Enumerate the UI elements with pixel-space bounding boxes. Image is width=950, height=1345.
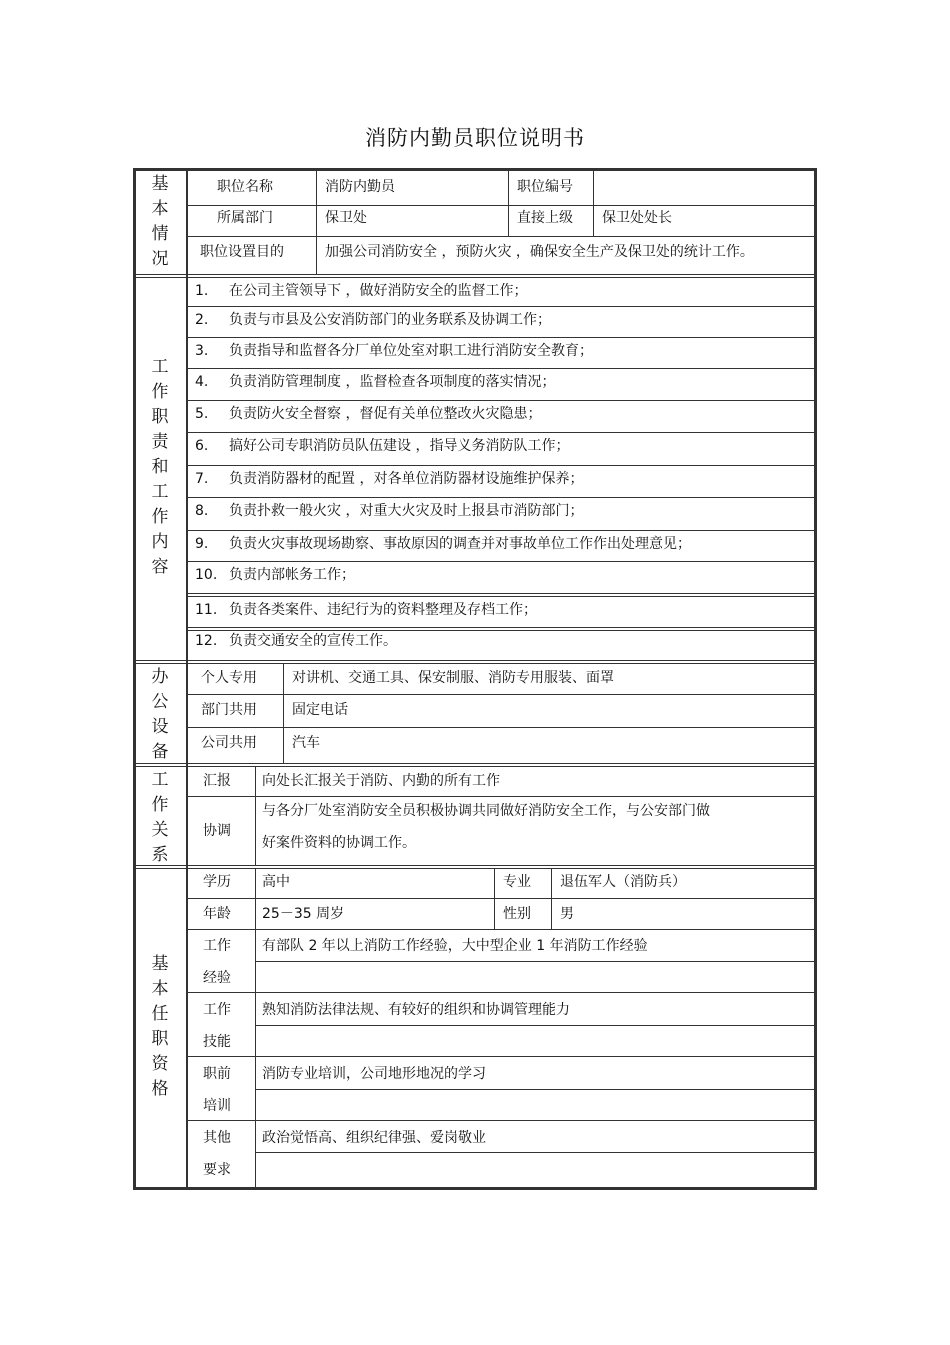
equipment-type: 个人专用	[201, 670, 257, 686]
section-divider	[136, 766, 814, 767]
skills-value: 熟知消防法律法规、有较好的组织和协调管理能力	[262, 1002, 570, 1018]
report-value: 向处长汇报关于消防、内勤的所有工作	[262, 773, 500, 789]
equipment-type: 部门共用	[201, 702, 257, 718]
section-qualifications-label-char: 任	[151, 1004, 169, 1024]
training-label-2: 培训	[203, 1098, 231, 1114]
section-divider	[136, 660, 814, 661]
section-equipment-label	[136, 665, 184, 765]
purpose-value: 加强公司消防安全 ，预防火灾 ，确保安全生产及保卫处的统计工作。	[325, 244, 754, 260]
row-line	[186, 796, 814, 797]
education-label: 学历	[203, 874, 231, 890]
section-equipment-label-char: 备	[151, 742, 169, 762]
experience-value: 有部队 2 年以上消防工作经验，大中型企业 1 年消防工作经验	[262, 938, 648, 954]
duty-number: 7.	[195, 471, 209, 487]
duty-text: 负责内部帐务工作；	[229, 567, 355, 583]
superior-label: 直接上级	[517, 210, 573, 226]
duty-number: 1.	[195, 283, 209, 299]
row-line	[186, 205, 814, 206]
col-line	[283, 663, 284, 763]
experience-label-1: 工作	[203, 938, 231, 954]
equipment-type: 公司共用	[201, 735, 257, 751]
section-qualifications-label-char: 格	[151, 1079, 169, 1099]
row-line	[186, 236, 814, 237]
duty-row-line	[186, 593, 814, 594]
section-basic-label-char: 本	[151, 199, 169, 219]
duty-text: 在公司主管领导下 ，做好消防安全的监督工作；	[229, 283, 528, 299]
col-line	[316, 236, 317, 274]
equipment-items: 对讲机、交通工具、保安制服、消防专用服装、面罩	[292, 670, 614, 686]
section-duties-label-char: 工	[151, 482, 169, 502]
department-label: 所属部门	[217, 210, 273, 226]
row-subline	[255, 1152, 814, 1153]
section-divider	[136, 274, 814, 275]
coordinate-line-2: 好案件资料的协调工作。	[262, 835, 416, 851]
row-subline	[255, 1025, 814, 1026]
row-line	[186, 727, 814, 728]
col-line	[551, 868, 552, 929]
section-relations-label-char: 系	[151, 845, 169, 865]
section-duties-label	[136, 355, 184, 580]
duty-number: 4.	[195, 374, 209, 390]
duty-text: 负责各类案件、违纪行为的资料整理及存档工作；	[229, 602, 537, 618]
duty-row-line	[186, 465, 814, 466]
duty-row-line	[186, 368, 814, 369]
position-name-value: 消防内勤员	[325, 179, 395, 195]
duty-number: 10.	[195, 567, 218, 583]
duty-row-line	[186, 432, 814, 433]
duty-number: 8.	[195, 503, 209, 519]
section-duties-label-char: 工	[151, 357, 169, 377]
section-qualifications-label-char: 职	[151, 1029, 169, 1049]
gender-label: 性别	[503, 906, 531, 922]
section-equipment-label-char: 设	[151, 717, 169, 737]
purpose-label: 职位设置目的	[200, 244, 284, 260]
col-line	[508, 171, 509, 236]
duty-row-line	[186, 497, 814, 498]
section-duties-label-char: 容	[151, 557, 169, 577]
row-line	[186, 992, 814, 993]
section-divider	[136, 868, 814, 869]
section-duties-label-char: 职	[151, 407, 169, 427]
duty-number: 3.	[195, 343, 209, 359]
duty-text: 负责防火安全督察 ，督促有关单位整改火灾隐患；	[229, 406, 542, 422]
duty-text: 负责交通安全的宣传工作。	[229, 633, 397, 649]
duty-number: 6.	[195, 438, 209, 454]
section-duties-label-char: 和	[151, 457, 169, 477]
section-equipment-label-char: 公	[151, 692, 169, 712]
section-basic-label-char: 基	[151, 174, 169, 194]
section-divider	[136, 865, 814, 866]
col-line	[316, 171, 317, 236]
section-basic-label	[136, 172, 184, 272]
major-value: 退伍军人（消防兵）	[560, 874, 686, 890]
training-label-1: 职前	[203, 1066, 231, 1082]
duty-number: 2.	[195, 312, 209, 328]
duty-text: 搞好公司专职消防员队伍建设 ，指导义务消防队工作；	[229, 438, 570, 454]
duty-row-line	[186, 596, 814, 597]
duty-text: 负责指导和监督各分厂单位处室对职工进行消防安全教育；	[229, 343, 593, 359]
row-line	[186, 694, 814, 695]
section-basic-label-char: 情	[151, 224, 169, 244]
duty-text: 负责消防器材的配置 ，对各单位消防器材设施维护保养；	[229, 471, 584, 487]
duty-text: 负责火灾事故现场勘察、事故原因的调查并对事故单位工作作出处理意见；	[229, 536, 691, 552]
row-line	[186, 929, 814, 930]
age-label: 年龄	[203, 906, 231, 922]
section-divider	[136, 277, 814, 278]
duty-row-line	[186, 630, 814, 631]
other-label-1: 其他	[203, 1130, 231, 1146]
section-duties-label-char: 作	[151, 382, 169, 402]
duty-row-line	[186, 561, 814, 562]
section-equipment-label-char: 办	[151, 667, 169, 687]
training-value: 消防专业培训，公司地形地况的学习	[262, 1066, 486, 1082]
coordinate-label: 协调	[203, 823, 231, 839]
other-label-2: 要求	[203, 1162, 231, 1178]
duty-number: 11.	[195, 602, 218, 618]
skills-label-1: 工作	[203, 1002, 231, 1018]
section-relations-label-char: 工	[151, 770, 169, 790]
position-code-label: 职位编号	[517, 179, 573, 195]
row-line	[186, 1120, 814, 1121]
section-duties-label-char: 责	[151, 432, 169, 452]
duty-row-line	[186, 627, 814, 628]
experience-label-2: 经验	[203, 970, 231, 986]
col-line	[494, 868, 495, 929]
position-name-label: 职位名称	[217, 179, 273, 195]
row-subline	[255, 961, 814, 962]
duty-number: 9.	[195, 536, 209, 552]
skills-label-2: 技能	[203, 1034, 231, 1050]
section-basic-label-char: 况	[151, 249, 169, 269]
major-label: 专业	[503, 874, 531, 890]
section-qualifications-label	[136, 952, 184, 1102]
row-line	[186, 1056, 814, 1057]
page-title: 消防内勤员职位说明书	[365, 126, 585, 150]
col-line	[255, 766, 256, 865]
section-relations-label-char: 作	[151, 795, 169, 815]
equipment-items: 固定电话	[292, 702, 348, 718]
duty-text: 负责消防管理制度 ，监督检查各项制度的落实情况；	[229, 374, 556, 390]
duty-row-line	[186, 400, 814, 401]
section-divider	[136, 763, 814, 764]
age-value: 25－35 周岁	[262, 906, 345, 922]
duty-text: 负责扑救一般火灾 ，对重大火灾及时上报县市消防部门；	[229, 503, 584, 519]
gender-value: 男	[560, 906, 574, 922]
section-duties-label-char: 作	[151, 507, 169, 527]
section-relations-label-char: 关	[151, 820, 169, 840]
label-column-line	[186, 171, 188, 1187]
section-relations-label	[136, 768, 184, 868]
duty-number: 5.	[195, 406, 209, 422]
row-line	[186, 898, 814, 899]
row-subline	[255, 1089, 814, 1090]
duty-number: 12.	[195, 633, 218, 649]
col-line	[593, 171, 594, 236]
col-line	[255, 868, 256, 1187]
section-qualifications-label-char: 资	[151, 1054, 169, 1074]
section-qualifications-label-char: 本	[151, 979, 169, 999]
coordinate-line-1: 与各分厂处室消防安全员积极协调共同做好消防安全工作，与公安部门做	[262, 803, 710, 819]
section-divider	[136, 663, 814, 664]
section-duties-label-char: 内	[151, 532, 169, 552]
duty-row-line	[186, 337, 814, 338]
education-value: 高中	[262, 874, 290, 890]
report-label: 汇报	[203, 773, 231, 789]
superior-value: 保卫处处长	[602, 210, 672, 226]
duty-text: 负责与市县及公安消防部门的业务联系及协调工作；	[229, 312, 551, 328]
duty-row-line	[186, 530, 814, 531]
section-qualifications-label-char: 基	[151, 954, 169, 974]
equipment-items: 汽车	[292, 735, 320, 751]
other-value: 政治觉悟高、组织纪律强、爱岗敬业	[262, 1130, 486, 1146]
department-value: 保卫处	[325, 210, 367, 226]
duty-row-line	[186, 306, 814, 307]
